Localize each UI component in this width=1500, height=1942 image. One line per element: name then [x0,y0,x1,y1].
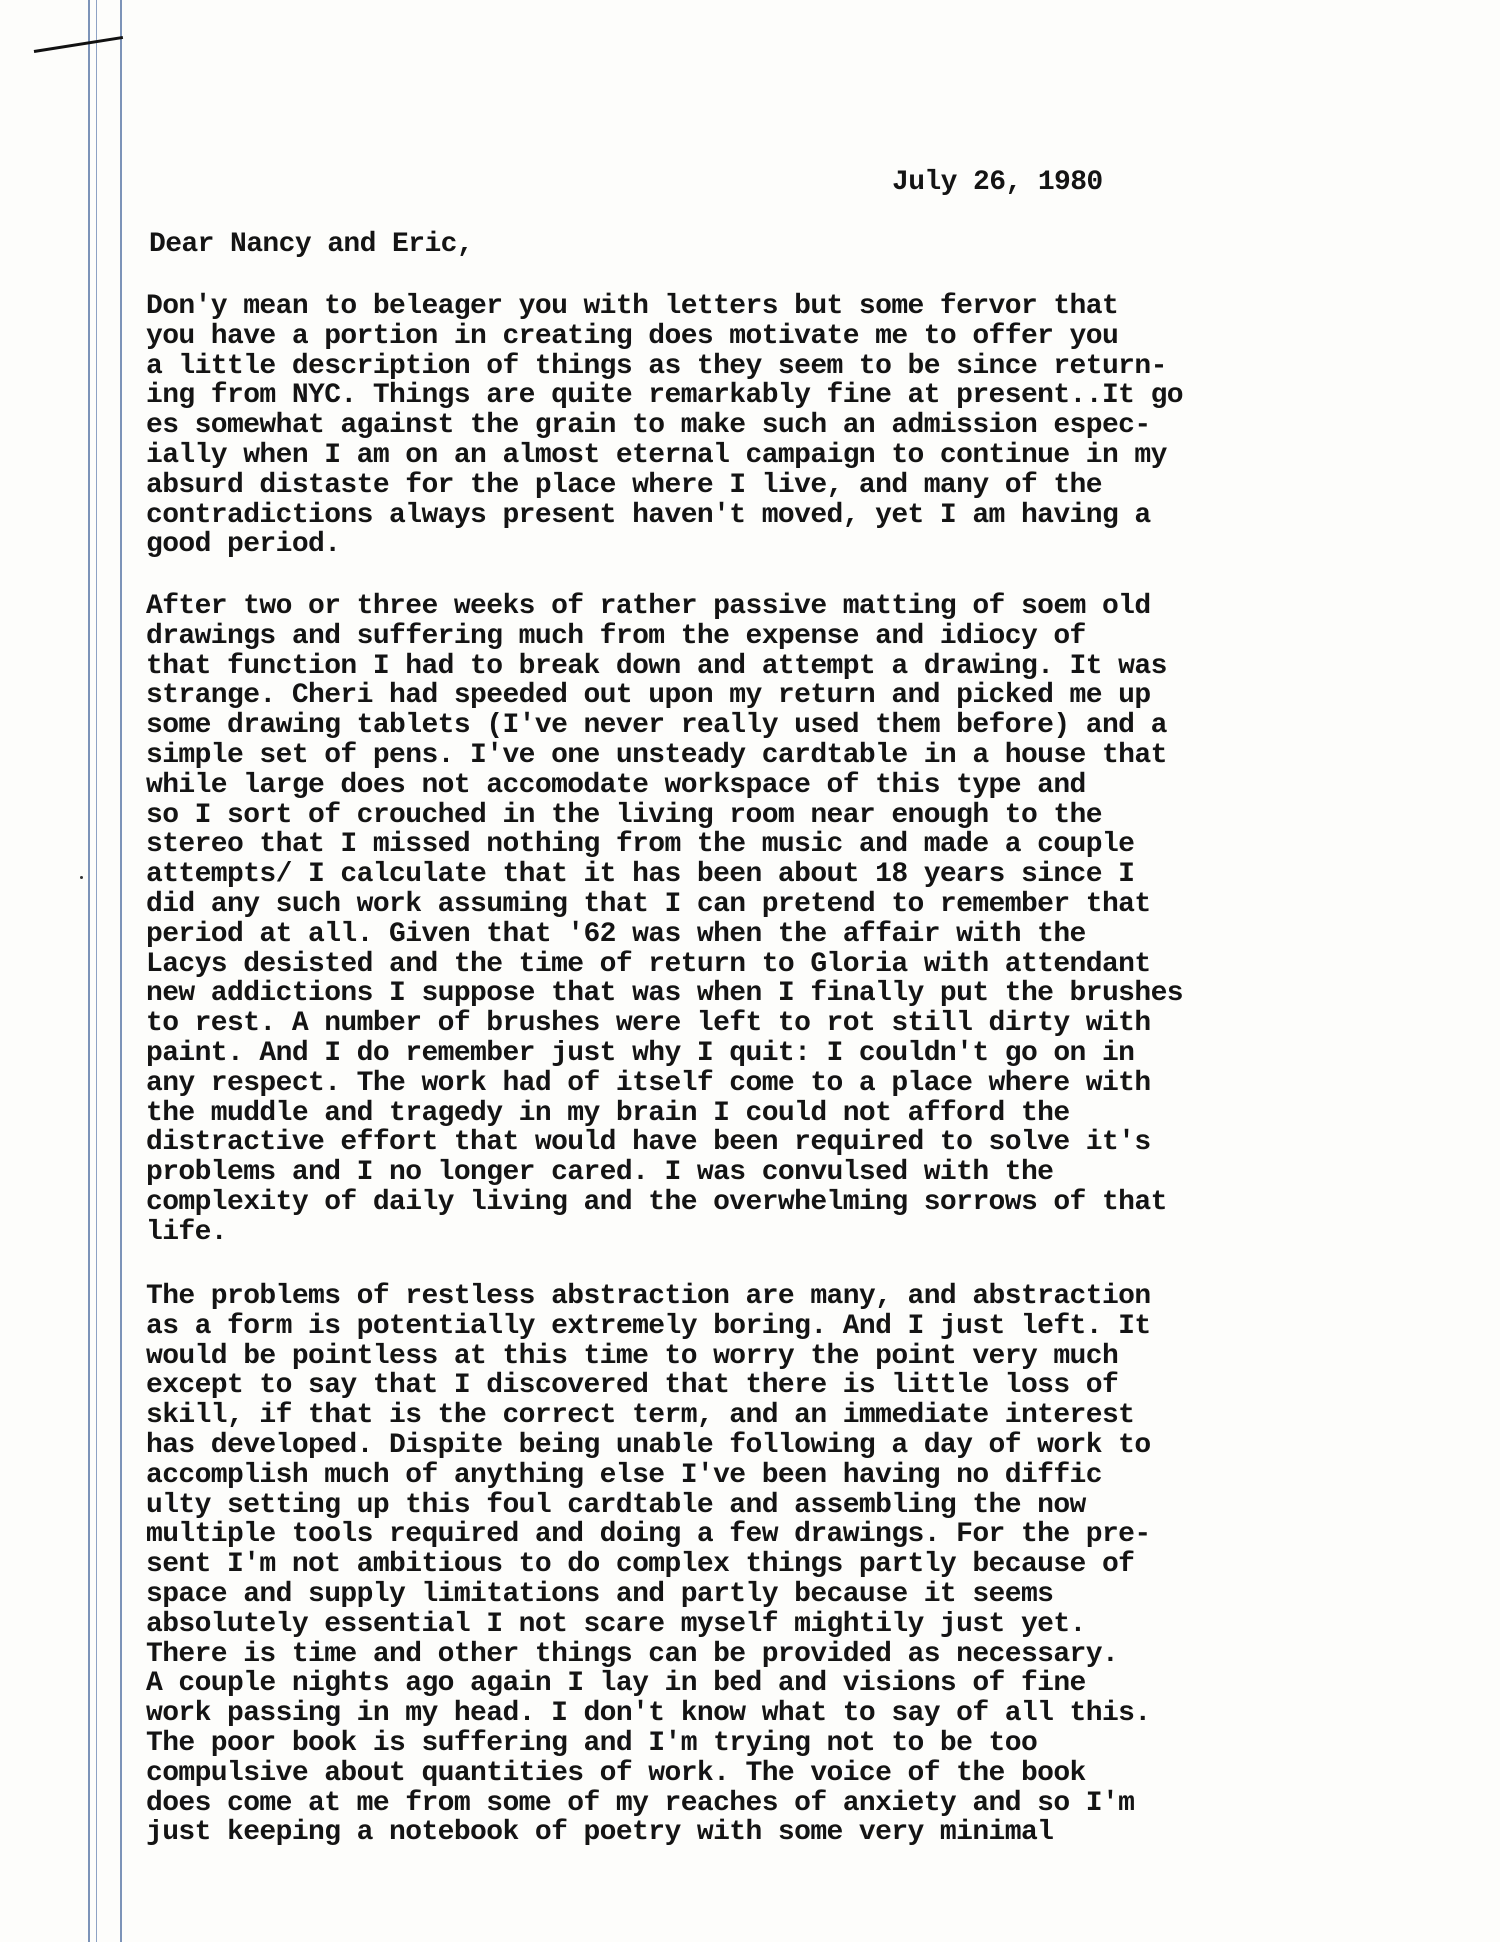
typed-line: Don'y mean to beleager you with letters but some fervor that [146,291,1119,322]
letter-paragraph [146,292,1183,560]
typed-line: just keeping a notebook of poetry with some very minimal [146,1817,1054,1849]
margin-line [88,0,90,1942]
typed-line: contradictions always present haven't moved, yet I am having a [146,499,1151,531]
typed-line: The poor book is suffering and I'm trying not to be too [146,1727,1038,1759]
typed-line: problems and I no longer cared. I was convulsed with the [146,1157,1054,1189]
typed-line: you have a portion in creating does motivate me to offer you [146,320,1119,352]
typed-line: The problems of restless abstraction are many, and abstraction [146,1281,1151,1312]
typed-line: does come at me from some of my reaches of anxiety and so I'm [146,1787,1135,1819]
typed-line: compulsive about quantities of work. The voice of the book [146,1757,1086,1789]
typed-line: Lacys desisted and the time of return to Gloria with attendant [146,948,1151,980]
pen-mark [34,36,123,53]
letter-paragraph [146,592,1183,1248]
typed-line: strange. Cheri had speeded out upon my return and picked me up [146,680,1151,712]
typed-line: complexity of daily living and the overwhelming sorrows of that [146,1186,1167,1218]
typed-line: distractive effort that would have been required to solve it's [146,1127,1151,1159]
typed-line: new addictions I suppose that was when I finally put the brushes [146,978,1183,1010]
typed-line: A couple nights ago again I lay in bed and visions of fine [146,1668,1086,1700]
typed-line: as a form is potentially extremely boring. And I just left. It [146,1310,1151,1342]
typed-line: the muddle and tragedy in my brain I could not afford the [146,1097,1070,1129]
letter-salutation: Dear Nancy and Eric, [149,229,474,260]
letter-date: July 26, 1980 [892,167,1103,198]
typed-line: so I sort of crouched in the living room near enough to the [146,799,1102,831]
typed-line: has developed. Dispite being unable following a day of work to [146,1429,1151,1461]
typed-line: sent I'm not ambitious to do complex things partly because of [146,1549,1135,1581]
typed-line: paint. And I do remember just why I quit: I couldn't go on in [146,1037,1135,1069]
ink-dot [80,876,83,879]
typed-line: period at all. Given that '62 was when the affair with the [146,918,1086,950]
typed-line: that function I had to break down and attempt a drawing. It was [146,650,1167,682]
typed-line: After two or three weeks of rather passive matting of soem old [146,591,1151,622]
typed-line: accomplish much of anything else I've been having no diffic [146,1459,1102,1491]
typed-line: stereo that I missed nothing from the music and made a couple [146,829,1135,861]
typed-line: to rest. A number of brushes were left to rot still dirty with [146,1008,1151,1040]
typed-line: ulty setting up this foul cardtable and assembling the now [146,1489,1086,1521]
typed-line: skill, if that is the correct term, and an immediate interest [146,1400,1135,1432]
typed-line: while large does not accomodate workspace of this type and [146,769,1086,801]
typed-line: would be pointless at this time to worry the point very much [146,1340,1119,1372]
typed-line: ially when I am on an almost eternal campaign to continue in my [146,439,1167,471]
typed-line: simple set of pens. I've one unsteady cardtable in a house that [146,739,1167,771]
typed-line: drawings and suffering much from the expense and idiocy of [146,620,1086,652]
typed-line: There is time and other things can be provided as necessary. [146,1638,1119,1670]
typed-line: except to say that I discovered that there is little loss of [146,1370,1119,1402]
typed-line: multiple tools required and doing a few drawings. For the pre- [146,1519,1151,1551]
typed-line: absurd distaste for the place where I live, and many of the [146,469,1102,501]
typed-line: a little description of things as they seem to be since return- [146,350,1167,382]
typed-line: attempts/ I calculate that it has been about 18 years since I [146,859,1135,891]
typed-line: work passing in my head. I don't know what to say of all this. [146,1698,1151,1730]
typed-line: any respect. The work had of itself come to a place where with [146,1067,1151,1099]
margin-line [96,0,97,1942]
typed-line: absolutely essential I not scare myself mightily just yet. [146,1608,1086,1640]
letter-paragraph [146,1282,1151,1848]
typed-line: life. [146,1216,228,1248]
typed-line: did any such work assuming that I can pretend to remember that [146,888,1151,920]
typed-line: good period. [146,529,341,561]
typed-line: space and supply limitations and partly because it seems [146,1578,1054,1610]
margin-line [120,0,122,1942]
typed-line: es somewhat against the grain to make such an admission espec- [146,410,1151,442]
typed-line: ing from NYC. Things are quite remarkably fine at present..It go [146,380,1183,412]
typed-line: some drawing tablets (I've never really used them before) and a [146,710,1167,742]
